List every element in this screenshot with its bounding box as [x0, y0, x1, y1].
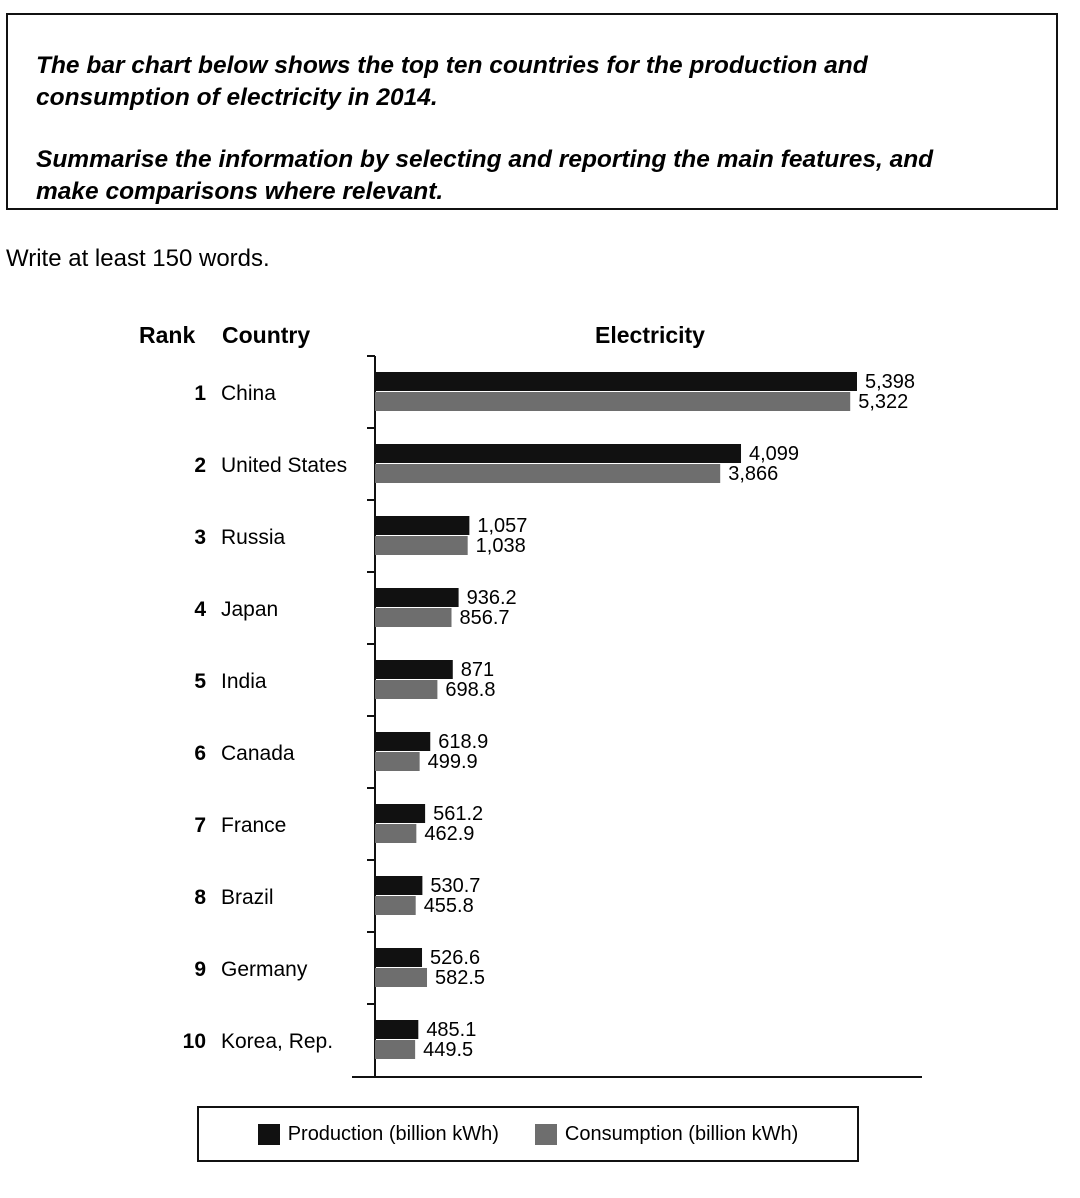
country-label: Japan — [221, 598, 279, 621]
country-label: China — [221, 382, 276, 405]
production-value-label: 5,398 — [865, 371, 916, 393]
rank-label: 3 — [194, 526, 206, 549]
consumption-value-label: 449.5 — [423, 1039, 474, 1061]
country-label: Brazil — [221, 886, 274, 909]
task-line-3: Summarise the information by selecting and reporting the main features, and — [36, 146, 934, 173]
country-label: Russia — [221, 526, 286, 549]
rank-label: 4 — [194, 598, 206, 621]
country-label: Korea, Rep. — [221, 1030, 334, 1053]
country-label: France — [221, 814, 287, 837]
consumption-bar — [375, 968, 427, 987]
chart-title: Electricity — [595, 322, 705, 348]
legend-swatch-consumption — [535, 1124, 557, 1145]
consumption-bar — [375, 608, 451, 627]
production-value-label: 1,057 — [477, 515, 528, 537]
consumption-bar — [375, 824, 416, 843]
rank-label: 1 — [194, 382, 206, 405]
production-value-label: 871 — [460, 659, 495, 681]
production-bar — [375, 948, 422, 967]
legend-item-production — [258, 1123, 499, 1146]
task-line-2: consumption of electricity in 2014. — [36, 84, 438, 111]
consumption-value-label: 462.9 — [424, 823, 475, 845]
consumption-value-label: 698.8 — [445, 679, 496, 701]
country-column-header: Country — [222, 322, 311, 348]
consumption-value-label: 3,866 — [728, 463, 779, 485]
production-bar — [375, 732, 430, 751]
production-value-label: 485.1 — [426, 1019, 477, 1041]
consumption-bar — [375, 536, 468, 555]
task-line-1: The bar chart below shows the top ten countries for the production and — [36, 52, 868, 79]
country-label: India — [221, 670, 267, 693]
consumption-value-label: 5,322 — [858, 391, 909, 413]
country-label: United States — [221, 454, 348, 477]
production-bar — [375, 372, 857, 391]
production-value-label: 618.9 — [438, 731, 489, 753]
consumption-bar — [375, 680, 437, 699]
production-value-label: 526.6 — [430, 947, 481, 969]
production-value-label: 561.2 — [433, 803, 484, 825]
consumption-bar — [375, 464, 720, 483]
legend-label-consumption: Consumption (billion kWh) — [564, 1122, 799, 1145]
consumption-bar — [375, 1040, 415, 1059]
rank-label: 7 — [194, 814, 206, 837]
consumption-value-label: 582.5 — [435, 967, 486, 989]
task-line-4: make comparisons where relevant. — [36, 178, 444, 205]
consumption-value-label: 499.9 — [427, 751, 478, 773]
production-bar — [375, 804, 425, 823]
country-label: Germany — [221, 958, 308, 981]
legend-item-consumption — [535, 1123, 798, 1146]
production-value-label: 530.7 — [430, 875, 481, 897]
rank-label: 6 — [194, 742, 206, 765]
production-value-label: 4,099 — [749, 443, 800, 465]
rank-label: 8 — [194, 886, 206, 909]
rank-label: 2 — [194, 454, 206, 477]
consumption-value-label: 856.7 — [459, 607, 510, 629]
consumption-bar — [375, 752, 420, 771]
rank-label: 10 — [182, 1030, 206, 1053]
consumption-value-label: 1,038 — [475, 535, 526, 557]
consumption-bar — [375, 896, 416, 915]
production-bar — [375, 1020, 418, 1039]
chart-legend — [197, 1106, 859, 1162]
rank-label: 5 — [194, 670, 206, 693]
production-value-label: 936.2 — [466, 587, 517, 609]
legend-label-production: Production (billion kWh) — [287, 1122, 499, 1145]
production-bar — [375, 588, 459, 607]
legend-swatch-production — [258, 1124, 280, 1145]
word-count-instruction: Write at least 150 words. — [6, 245, 270, 272]
production-bar — [375, 444, 741, 463]
consumption-bar — [375, 392, 850, 411]
consumption-value-label: 455.8 — [423, 895, 474, 917]
rank-label: 9 — [194, 958, 206, 981]
production-bar — [375, 660, 453, 679]
rank-column-header: Rank — [139, 322, 196, 348]
production-bar — [375, 516, 469, 535]
production-bar — [375, 876, 422, 895]
country-label: Canada — [221, 742, 295, 765]
